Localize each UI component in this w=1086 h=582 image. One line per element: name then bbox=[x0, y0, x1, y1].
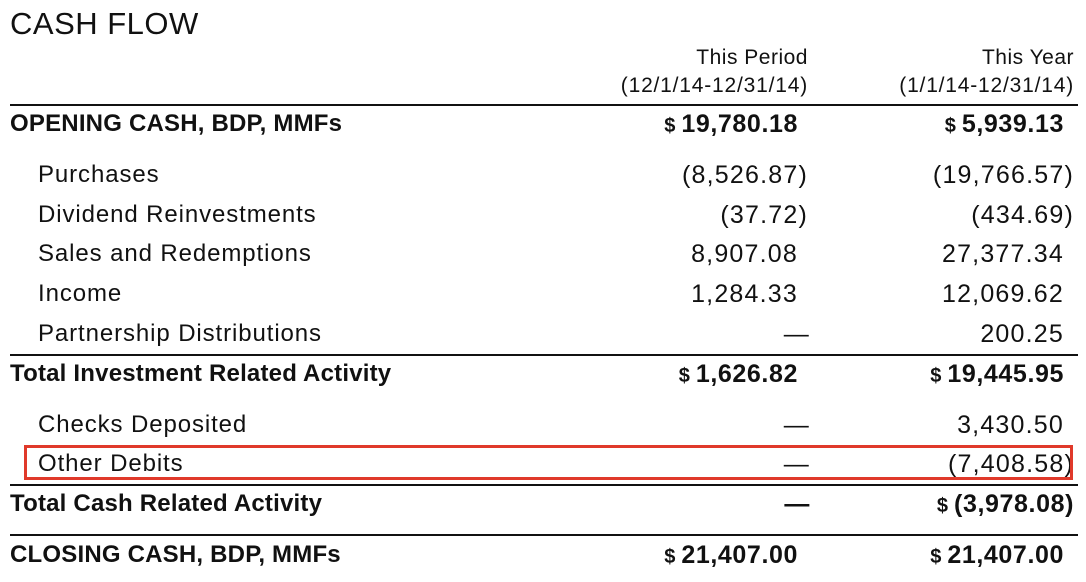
column-header-this-period bbox=[621, 44, 808, 100]
currency-symbol: $ bbox=[944, 115, 956, 137]
row-label: Checks Deposited bbox=[38, 411, 248, 438]
value-this-period: (8,526.87) bbox=[682, 161, 808, 189]
table-row-income bbox=[0, 276, 1086, 312]
row-label: OPENING CASH, BDP, MMFs bbox=[10, 110, 343, 137]
value-this-year: $ (3,978.08) bbox=[936, 490, 1074, 518]
value-this-period: $ 19,780.18 bbox=[664, 110, 798, 138]
row-label: Sales and Redemptions bbox=[38, 240, 312, 267]
currency-symbol: $ bbox=[664, 115, 676, 137]
value-this-year: (7,408.58) bbox=[948, 450, 1074, 478]
value-this-period: 8,907.08 bbox=[691, 240, 798, 268]
value-this-year: 12,069.62 bbox=[941, 280, 1064, 308]
row-label: CLOSING CASH, BDP, MMFs bbox=[10, 541, 341, 568]
value-this-period: — bbox=[784, 490, 810, 518]
value-this-period: 1,284.33 bbox=[691, 280, 798, 308]
table-row-total-investment-activity bbox=[0, 356, 1086, 392]
divider bbox=[10, 534, 1078, 536]
row-label: Dividend Reinvestments bbox=[38, 201, 317, 228]
currency-symbol: $ bbox=[936, 495, 949, 517]
row-label: Other Debits bbox=[38, 450, 184, 477]
value-this-period: — bbox=[783, 411, 810, 439]
page-title: CASH FLOW bbox=[10, 6, 199, 41]
row-label: Partnership Distributions bbox=[38, 320, 322, 347]
table-row-opening-cash bbox=[0, 106, 1086, 142]
value-this-period: $ 21,407.00 bbox=[664, 541, 798, 569]
table-row-checks-deposited bbox=[0, 407, 1086, 443]
value-this-year: (434.69) bbox=[971, 201, 1074, 229]
currency-symbol: $ bbox=[930, 365, 942, 387]
table-row-sales-redemptions bbox=[0, 236, 1086, 272]
value-this-year: 200.25 bbox=[980, 320, 1064, 348]
row-label: Purchases bbox=[38, 161, 160, 188]
row-label: Total Cash Related Activity bbox=[10, 490, 323, 517]
table-row-total-cash-activity bbox=[0, 486, 1086, 522]
currency-symbol: $ bbox=[664, 546, 676, 568]
column-header-label: This Year bbox=[981, 46, 1074, 69]
value-this-period: — bbox=[783, 320, 810, 348]
value-this-year: $ 21,407.00 bbox=[930, 541, 1064, 569]
table-row-closing-cash bbox=[0, 537, 1086, 573]
table-row-dividend-reinvestments bbox=[0, 197, 1086, 233]
column-header-date-range: (1/1/14-12/31/14) bbox=[899, 74, 1074, 97]
value-this-period: $ 1,626.82 bbox=[678, 360, 798, 388]
column-header-label: This Period bbox=[696, 46, 808, 69]
column-header-date-range: (12/1/14-12/31/14) bbox=[620, 74, 808, 97]
value-this-period: — bbox=[783, 450, 810, 478]
column-header-this-year bbox=[899, 44, 1074, 100]
currency-symbol: $ bbox=[930, 546, 942, 568]
table-row-purchases bbox=[0, 157, 1086, 193]
value-this-year: $ 19,445.95 bbox=[930, 360, 1064, 388]
table-row-partnership-distributions bbox=[0, 316, 1086, 352]
row-label: Total Investment Related Activity bbox=[10, 360, 392, 387]
highlight-box bbox=[24, 445, 1073, 480]
row-label: Income bbox=[38, 280, 123, 307]
value-this-year: $ 5,939.13 bbox=[944, 110, 1064, 138]
currency-symbol: $ bbox=[678, 365, 690, 387]
value-this-year: 3,430.50 bbox=[957, 411, 1064, 439]
value-this-year: (19,766.57) bbox=[932, 161, 1074, 189]
value-this-period: (37.72) bbox=[720, 201, 808, 229]
value-this-year: 27,377.34 bbox=[941, 240, 1064, 268]
